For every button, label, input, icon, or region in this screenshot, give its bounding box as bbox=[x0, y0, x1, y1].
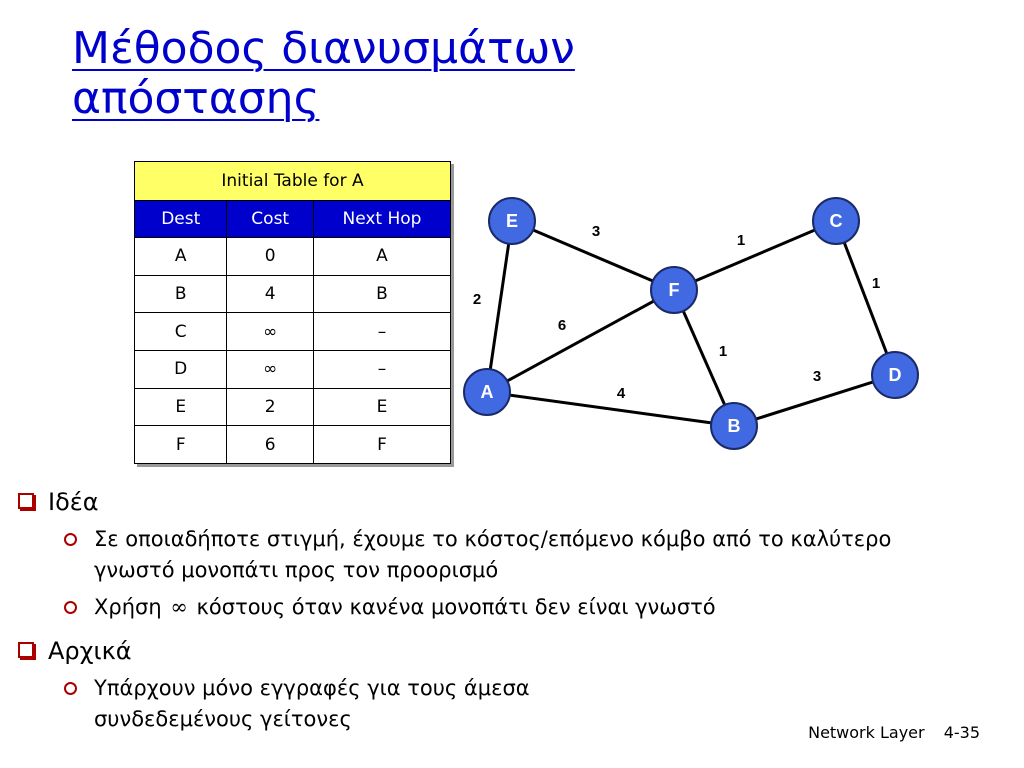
edge-a-f bbox=[487, 290, 674, 392]
table-row bbox=[135, 313, 451, 351]
table-cell: 6 bbox=[227, 426, 314, 464]
bullet-text: Ιδέα bbox=[48, 488, 99, 516]
slide-title bbox=[72, 24, 872, 124]
table-cell: – bbox=[313, 313, 450, 351]
edge-weight-f-c: 1 bbox=[736, 232, 746, 249]
square-bullet-icon bbox=[18, 642, 34, 658]
node-label: F bbox=[668, 280, 680, 300]
bullet-initial bbox=[14, 631, 974, 673]
sub-bullet-text-before: Χρήση bbox=[94, 595, 162, 619]
table-row bbox=[135, 426, 451, 464]
network-graph bbox=[455, 188, 935, 458]
node-d bbox=[872, 352, 918, 398]
table-cell: E bbox=[313, 388, 450, 426]
table-cell: D bbox=[135, 350, 227, 388]
bullet-idea bbox=[14, 482, 974, 524]
node-b bbox=[711, 403, 757, 449]
ring-bullet-icon bbox=[64, 533, 77, 546]
sub-bullet bbox=[14, 592, 974, 623]
column-header-next-hop: Next Hop bbox=[313, 201, 450, 238]
table-cell: A bbox=[135, 238, 227, 276]
sub-bullet bbox=[14, 524, 974, 586]
edge-weight-b-d: 3 bbox=[812, 368, 822, 385]
table-row bbox=[135, 238, 451, 276]
table-cell: A bbox=[313, 238, 450, 276]
infinity-symbol: ∞ bbox=[170, 595, 188, 619]
table-row bbox=[135, 275, 451, 313]
node-label: B bbox=[727, 416, 741, 436]
node-a bbox=[464, 369, 510, 415]
table-cell: F bbox=[135, 426, 227, 464]
square-bullet-icon bbox=[18, 493, 34, 509]
table-cell: 4 bbox=[227, 275, 314, 313]
table-cell: F bbox=[313, 426, 450, 464]
title-line-2: απόστασης bbox=[72, 73, 320, 124]
sub-bullet bbox=[14, 673, 654, 735]
bullet-text: Αρχικά bbox=[48, 637, 132, 665]
ring-bullet-icon bbox=[64, 682, 77, 695]
table-cell: B bbox=[313, 275, 450, 313]
column-header-cost: Cost bbox=[227, 201, 314, 238]
table-cell: 0 bbox=[227, 238, 314, 276]
bullet-list bbox=[14, 482, 974, 735]
node-label: A bbox=[480, 382, 494, 402]
node-label: E bbox=[505, 211, 519, 231]
table-cell: ∞ bbox=[227, 350, 314, 388]
slide-footer bbox=[808, 723, 980, 742]
table-row bbox=[135, 388, 451, 426]
edge-weight-a-b: 4 bbox=[616, 385, 626, 402]
edge-a-b bbox=[487, 392, 734, 426]
sub-bullet-text: Υπάρχουν μόνο εγγραφές για τους άμεσα συνδεδεμένους γείτονες bbox=[94, 676, 530, 731]
table-caption: Initial Table for A bbox=[135, 162, 451, 201]
node-label: C bbox=[829, 211, 843, 231]
edge-e-a bbox=[487, 221, 512, 392]
column-header-dest: Dest bbox=[135, 201, 227, 238]
node-f bbox=[651, 267, 697, 313]
edge-weight-e-f: 3 bbox=[591, 223, 601, 240]
ring-bullet-icon bbox=[64, 601, 77, 614]
edge-weight-c-d: 1 bbox=[871, 275, 881, 292]
edge-weight-e-a: 2 bbox=[472, 291, 482, 308]
footer-section: Network Layer bbox=[808, 723, 925, 742]
routing-table bbox=[134, 161, 451, 464]
table-cell: C bbox=[135, 313, 227, 351]
sub-bullet-text: Σε οποιαδήποτε στιγμή, έχουμε το κόστος/επόμενο κόμβο από το καλύτερο γνωστό μονοπάτι προς τον προορισμό bbox=[94, 527, 892, 582]
title-line-1: Μέθοδος διανυσμάτων bbox=[72, 23, 575, 74]
table-cell: ∞ bbox=[227, 313, 314, 351]
edge-f-c bbox=[674, 221, 836, 290]
footer-page-number: 4-35 bbox=[943, 723, 980, 742]
table-cell: E bbox=[135, 388, 227, 426]
edge-weight-a-f: 6 bbox=[557, 317, 567, 334]
edge-c-d bbox=[836, 221, 895, 375]
table-cell: 2 bbox=[227, 388, 314, 426]
table-cell: B bbox=[135, 275, 227, 313]
node-e bbox=[489, 198, 535, 244]
table-cell: – bbox=[313, 350, 450, 388]
node-c bbox=[813, 198, 859, 244]
node-label: D bbox=[888, 365, 902, 385]
sub-bullet-text-after: κόστους όταν κανένα μονοπάτι δεν είναι γνωστό bbox=[196, 595, 716, 619]
edge-weight-f-b: 1 bbox=[718, 343, 728, 360]
table-row bbox=[135, 350, 451, 388]
